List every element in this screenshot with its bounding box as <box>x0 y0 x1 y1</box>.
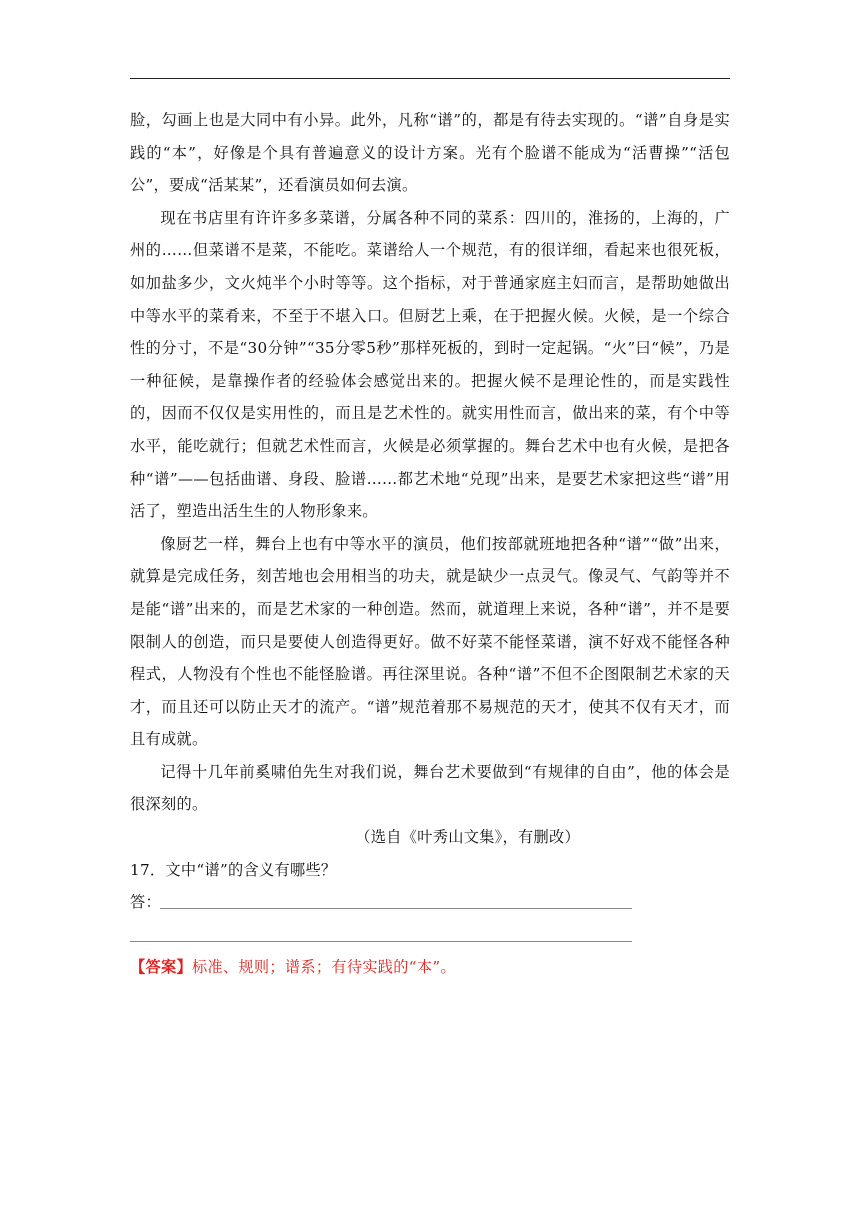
answer-blank-line <box>160 908 632 909</box>
source-citation: （选自《叶秀山文集》，有删改） <box>355 828 580 847</box>
answer-blank-line-2 <box>130 941 632 942</box>
paragraph-4: 记得十几年前奚啸伯先生对我们说，舞台艺术要做到“有规律的自由”，他的体会是很深刻的。 <box>130 762 730 814</box>
paragraph-2: 现在书店里有许许多多菜谱，分属各种不同的菜系：四川的，淮扬的，上海的，广州的……但菜谱不是菜，不能吃。菜谱给人一个规范，有的很详细，看起来也很死板，如加盐多少，文火炖半个小时等等。这个指标，对于普通家庭主妇而言，是帮助她做出中等水平的菜肴来，不至于不堪入口。但厨艺上乘，在于把握火候。火候，是一个综合性的分寸，不是“30分钟”“35分零5秒”那样死板的，到时一定起锅。“火”曰“候”，乃是一种征候，是靠操作者的经验体会感觉出来的。把握火候不是理论性的，而是实践性的，因而不仅仅是实用性的，而且是艺术性的。就实用性而言，做出来的菜，有个中等水平，能吃就行；但就艺术性而言，火候是必须掌握的。舞台艺术中也有火候，是把各种“谱”——包括曲谱、身段、脸谱……都艺术地“兑现”出来，是要艺术家把这些“谱”用活了，塑造出活生生的人物形象来。 <box>130 208 730 521</box>
document-page <box>130 0 730 1216</box>
answer-key-text: 标准、规则；谱系；有待实践的“本”。 <box>191 958 456 977</box>
article-body <box>130 104 730 984</box>
answer-key <box>130 951 730 984</box>
answer-row <box>130 886 730 919</box>
paragraph-3: 像厨艺一样，舞台上也有中等水平的演员，他们按部就班地把各种“谱”“做”出来，就算是完成任务，刻苦地也会用相当的功夫，就是缺少一点灵气。像灵气、气韵等并不是能“谱”出来的，而是艺术家的一种创造。然而，就道理上来说，各种“谱”，并不是要限制人的创造，而只是要使人创造得更好。做不好菜不能怪菜谱，演不好戏不能怪各种程式，人物没有个性也不能怪脸谱。再往深里说。各种“谱”不但不企图限制艺术家的天才，而且还可以防止天才的流产。“谱”规范着那不易规范的天才，使其不仅有天才，而且有成就。 <box>130 534 730 749</box>
answer-row-2 <box>130 919 730 952</box>
header-rule <box>130 78 730 79</box>
answer-prefix: 答： <box>130 893 161 912</box>
answer-key-tag: 【答案】 <box>130 958 192 977</box>
paragraph-1: 脸，勾画上也是大同中有小异。此外，凡称“谱”的，都是有待去实现的。“谱”自身是实践的“本”，好像是个具有普遍意义的设计方案。光有个脸谱不能成为“活曹操”“活包公”，要成“活某某”，还看演员如何去演。 <box>130 111 730 195</box>
question-17: 17．文中“谱”的含义有哪些？ <box>130 860 337 879</box>
